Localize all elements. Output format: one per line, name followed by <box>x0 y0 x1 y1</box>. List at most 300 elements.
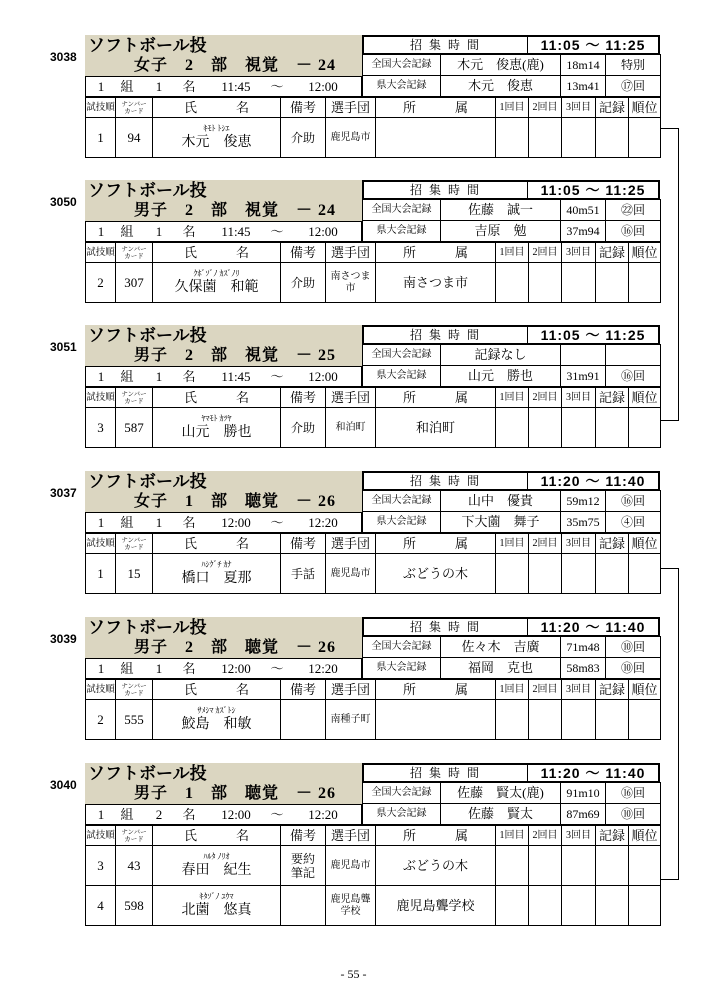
col-bib-header-line2: カード <box>124 397 144 405</box>
national-record-row <box>363 491 661 512</box>
time-separator: ～ <box>270 79 284 94</box>
call-time-box <box>362 35 660 55</box>
athlete-table-header <box>86 98 661 118</box>
end-time: 12:20 <box>308 807 338 822</box>
group-number: 1 <box>97 807 105 822</box>
athlete-count: 2 <box>155 807 163 822</box>
athlete-bib: 43 <box>116 846 153 886</box>
col-bib-header <box>116 98 153 118</box>
athlete-table <box>85 242 661 303</box>
event-name: ソフトボール投 <box>88 326 207 345</box>
national-record-mark: 18m14 <box>561 55 606 76</box>
rank-cell <box>629 554 661 594</box>
event-number: 3050 <box>50 195 77 209</box>
group-unit: 組 <box>120 515 134 530</box>
col-record-header: 記録 <box>596 388 629 408</box>
col-team-header: 選手団 <box>326 243 376 263</box>
athlete-row <box>86 554 661 594</box>
start-time: 11:45 <box>221 369 251 384</box>
prefectural-record-mark: 13m41 <box>561 76 606 97</box>
col-bib-header-line1: ナンバー <box>121 536 147 544</box>
athlete-table-header <box>86 388 661 408</box>
athlete-table-header <box>86 680 661 700</box>
national-record-label: 全国大会記録 <box>363 345 441 366</box>
record-cell <box>596 700 629 740</box>
col-trial3-header: 3回目 <box>562 826 596 846</box>
group-number: 1 <box>97 369 105 384</box>
time-separator: ～ <box>270 807 284 822</box>
col-rank-header: 順位 <box>629 388 661 408</box>
athlete-table-header <box>86 826 661 846</box>
col-name-header: 氏 名 <box>153 534 281 554</box>
col-trial3-header: 3回目 <box>562 98 596 118</box>
event-category: 男子 2 部 視覚 － 24 <box>133 202 336 219</box>
end-time: 12:20 <box>308 515 338 530</box>
col-trial2-header: 2回目 <box>529 243 562 263</box>
athlete-affiliation-cell <box>376 846 496 886</box>
time-separator: ～ <box>270 515 284 530</box>
col-bib-header-line2: カード <box>124 543 144 551</box>
athlete-count: 1 <box>155 79 163 94</box>
prefectural-record-edition: ⑩回 <box>606 804 661 825</box>
athlete-rows <box>86 846 661 926</box>
col-bib-header <box>116 388 153 408</box>
trial1-cell <box>496 886 529 926</box>
start-time: 11:45 <box>221 224 251 239</box>
national-record-label: 全国大会記録 <box>363 55 441 76</box>
event-name: ソフトボール投 <box>88 36 207 55</box>
col-affiliation-header: 所 属 <box>376 243 496 263</box>
athlete-order: 2 <box>86 263 116 303</box>
event-name: ソフトボール投 <box>88 764 207 783</box>
event-number: 3037 <box>50 486 77 500</box>
athlete-count: 1 <box>155 369 163 384</box>
athlete-name: 北薗 悠真 <box>181 903 252 918</box>
record-cell <box>596 408 629 448</box>
event-category: 男子 1 部 聴覚 － 26 <box>133 785 336 802</box>
col-trial1-header: 1回目 <box>496 98 529 118</box>
trial2-cell <box>529 408 562 448</box>
col-rank-header: 順位 <box>629 98 661 118</box>
athlete-remark-cell <box>281 700 326 740</box>
athlete-rows <box>86 554 661 594</box>
athlete-rows <box>86 118 661 158</box>
count-unit: 名 <box>182 661 196 676</box>
athlete-remark: 介助 <box>290 420 315 435</box>
col-affiliation-header: 所 属 <box>376 680 496 700</box>
col-trial3-header: 3回目 <box>562 243 596 263</box>
trial1-cell <box>496 408 529 448</box>
athlete-remark-cell <box>281 886 326 926</box>
prefectural-record-holder: 下大薗 舞子 <box>441 512 561 533</box>
group-unit: 組 <box>120 79 134 94</box>
rank-cell <box>629 886 661 926</box>
prefectural-record-mark: 35m75 <box>561 512 606 533</box>
col-trial2-header: 2回目 <box>529 534 562 554</box>
heat-info <box>85 221 362 242</box>
national-record-edition: ⑩回 <box>606 637 661 658</box>
prefectural-record-label: 県大会記録 <box>363 658 441 679</box>
athlete-team-cell <box>326 846 376 886</box>
heat-info <box>85 658 362 679</box>
athlete-row <box>86 846 661 886</box>
athlete-name-cell <box>153 263 281 303</box>
col-name-header: 氏 名 <box>153 98 281 118</box>
trial1-cell <box>496 263 529 303</box>
trial2-cell <box>529 700 562 740</box>
event-category: 女子 1 部 聴覚 － 26 <box>133 493 336 510</box>
athlete-kana: ｸﾎﾞｿﾞﾉ ｶｽﾞﾉﾘ <box>193 269 240 278</box>
athlete-kana: ｷﾀｿﾞﾉ ﾕｳﾏ <box>199 892 234 901</box>
event-category: 女子 2 部 視覚 － 24 <box>133 57 336 74</box>
athlete-name: 鮫島 和敏 <box>181 717 252 732</box>
col-remark-header: 備考 <box>281 680 326 700</box>
col-trial2-header: 2回目 <box>529 680 562 700</box>
col-name-header: 氏 名 <box>153 388 281 408</box>
call-time-label: 招 集 時 間 <box>364 473 528 489</box>
call-time-label: 招 集 時 間 <box>364 619 528 635</box>
national-record-holder: 佐藤 賢太(鹿) <box>441 783 561 804</box>
prefectural-record-row <box>363 221 661 242</box>
athlete-team: 鹿児島市 <box>330 131 371 143</box>
record-cell <box>596 846 629 886</box>
athlete-rows <box>86 263 661 303</box>
national-record-mark: 91m10 <box>561 783 606 804</box>
athlete-name: 山元 勝也 <box>181 425 252 440</box>
trial1-cell <box>496 554 529 594</box>
col-affiliation-header: 所 属 <box>376 98 496 118</box>
col-team-header: 選手団 <box>326 98 376 118</box>
record-cell <box>596 263 629 303</box>
athlete-team-cell <box>326 118 376 158</box>
col-record-header: 記録 <box>596 680 629 700</box>
athlete-kana: ｻﾒｼﾏ ｶｽﾞﾄｼ <box>197 706 236 715</box>
prefectural-record-edition: ⑯回 <box>606 221 661 242</box>
col-bib-header <box>116 534 153 554</box>
start-time: 11:45 <box>221 79 251 94</box>
col-name-header: 氏 名 <box>153 680 281 700</box>
col-trial1-header: 1回目 <box>496 388 529 408</box>
end-time: 12:00 <box>308 224 338 239</box>
event-title-area <box>85 35 362 76</box>
record-cell <box>596 886 629 926</box>
prefectural-record-edition: ⑰回 <box>606 76 661 97</box>
event-category: 男子 2 部 聴覚 － 26 <box>133 639 336 656</box>
athlete-table <box>85 387 661 448</box>
records-table <box>362 636 661 679</box>
prefectural-record-mark: 37m94 <box>561 221 606 242</box>
call-time-value: 11:20 ～ 11:40 <box>540 473 646 489</box>
col-trial3-header: 3回目 <box>562 534 596 554</box>
end-time: 12:00 <box>308 79 338 94</box>
col-bib-header-line2: カード <box>124 835 144 843</box>
call-time-label: 招 集 時 間 <box>364 182 528 198</box>
prefectural-record-holder: 木元 俊恵 <box>441 76 561 97</box>
prefectural-record-edition: ④回 <box>606 512 661 533</box>
time-separator: ～ <box>270 661 284 676</box>
athlete-name: 橋口 夏那 <box>181 571 252 586</box>
col-order-header: 試技順 <box>86 243 116 263</box>
athlete-team: 鹿児島聾学校 <box>330 893 371 917</box>
col-trial1-header: 1回目 <box>496 826 529 846</box>
col-bib-header-line2: カード <box>124 689 144 697</box>
col-order-header: 試技順 <box>86 98 116 118</box>
athlete-row <box>86 263 661 303</box>
athlete-affiliation-cell <box>376 886 496 926</box>
combined-heat-bracket-1 <box>660 128 679 421</box>
national-record-label: 全国大会記録 <box>363 783 441 804</box>
athlete-affiliation-cell <box>376 263 496 303</box>
col-trial1-header: 1回目 <box>496 534 529 554</box>
rank-cell <box>629 118 661 158</box>
count-unit: 名 <box>182 369 196 384</box>
event-number: 3038 <box>50 50 77 64</box>
athlete-remark-cell <box>281 846 326 886</box>
event-title-area <box>85 180 362 221</box>
national-record-row <box>363 345 661 366</box>
athlete-affiliation-cell <box>376 118 496 158</box>
col-bib-header-line1: ナンバー <box>121 390 147 398</box>
athlete-affiliation: ぶどうの木 <box>402 857 468 873</box>
athlete-table <box>85 533 661 594</box>
count-unit: 名 <box>182 515 196 530</box>
rank-cell <box>629 408 661 448</box>
record-cell <box>596 554 629 594</box>
col-rank-header: 順位 <box>629 243 661 263</box>
athlete-kana: ﾊﾙﾀ ﾉﾘｵ <box>203 852 230 861</box>
athlete-rows <box>86 700 661 740</box>
trial2-cell <box>529 554 562 594</box>
col-remark-header: 備考 <box>281 826 326 846</box>
col-remark-header: 備考 <box>281 243 326 263</box>
start-time: 12:00 <box>221 807 251 822</box>
col-rank-header: 順位 <box>629 826 661 846</box>
col-trial3-header: 3回目 <box>562 680 596 700</box>
athlete-row <box>86 700 661 740</box>
national-record-label: 全国大会記録 <box>363 200 441 221</box>
trial3-cell <box>562 408 596 448</box>
col-team-header: 選手団 <box>326 680 376 700</box>
event-number: 3040 <box>50 778 77 792</box>
heat-info <box>85 804 362 825</box>
athlete-affiliation: 和泊町 <box>415 419 455 435</box>
national-record-mark: 71m48 <box>561 637 606 658</box>
prefectural-record-label: 県大会記録 <box>363 804 441 825</box>
prefectural-record-edition: ⑩回 <box>606 658 661 679</box>
athlete-table-header <box>86 243 661 263</box>
athlete-order: 4 <box>86 886 116 926</box>
trial2-cell <box>529 118 562 158</box>
national-record-mark: 40m51 <box>561 200 606 221</box>
call-time-value: 11:20 ～ 11:40 <box>540 765 646 781</box>
col-bib-header-line1: ナンバー <box>121 100 147 108</box>
prefectural-record-holder: 福岡 克也 <box>441 658 561 679</box>
athlete-remark-cell <box>281 408 326 448</box>
national-record-row <box>363 637 661 658</box>
prefectural-record-holder: 山元 勝也 <box>441 366 561 387</box>
athlete-team-cell <box>326 554 376 594</box>
athlete-count: 1 <box>155 224 163 239</box>
trial1-cell <box>496 700 529 740</box>
national-record-edition: ㉒回 <box>606 200 661 221</box>
athlete-bib: 94 <box>116 118 153 158</box>
col-affiliation-header: 所 属 <box>376 534 496 554</box>
athlete-rows <box>86 408 661 448</box>
prefectural-record-label: 県大会記録 <box>363 221 441 242</box>
athlete-team: 南種子町 <box>330 713 371 725</box>
athlete-bib: 555 <box>116 700 153 740</box>
rank-cell <box>629 700 661 740</box>
col-bib-header <box>116 680 153 700</box>
col-order-header: 試技順 <box>86 680 116 700</box>
prefectural-record-row <box>363 76 661 97</box>
group-number: 1 <box>97 79 105 94</box>
prefectural-record-label: 県大会記録 <box>363 512 441 533</box>
trial3-cell <box>562 846 596 886</box>
athlete-kana: ｷﾓﾄ ﾄｼｴ <box>203 124 230 133</box>
call-time-value: 11:20 ～ 11:40 <box>540 619 646 635</box>
call-time-value: 11:05 ～ 11:25 <box>540 182 646 198</box>
athlete-remark: 介助 <box>290 130 315 145</box>
athlete-order: 1 <box>86 554 116 594</box>
athlete-row <box>86 408 661 448</box>
col-bib-header-line2: カード <box>124 107 144 115</box>
prefectural-record-row <box>363 366 661 387</box>
athlete-name-cell <box>153 554 281 594</box>
records-table <box>362 344 661 387</box>
national-record-holder: 木元 俊恵(鹿) <box>441 55 561 76</box>
athlete-name-cell <box>153 118 281 158</box>
col-remark-header: 備考 <box>281 534 326 554</box>
col-order-header: 試技順 <box>86 388 116 408</box>
start-time: 12:00 <box>221 515 251 530</box>
athlete-remark-cell <box>281 263 326 303</box>
rank-cell <box>629 846 661 886</box>
athlete-affiliation-cell <box>376 408 496 448</box>
athlete-team-cell <box>326 886 376 926</box>
event-title-area <box>85 471 362 512</box>
national-record-holder: 山中 優貴 <box>441 491 561 512</box>
call-time-box <box>362 180 660 200</box>
trial2-cell <box>529 886 562 926</box>
col-record-header: 記録 <box>596 826 629 846</box>
col-bib-header-line1: ナンバー <box>121 245 147 253</box>
athlete-name-cell <box>153 886 281 926</box>
trial3-cell <box>562 700 596 740</box>
athlete-remark: 要約筆記 <box>290 851 315 880</box>
records-table <box>362 54 661 97</box>
call-time-box <box>362 325 660 345</box>
trial3-cell <box>562 263 596 303</box>
athlete-team: 鹿児島市 <box>330 859 371 871</box>
athlete-kana: ﾊｼｸﾞﾁ ｶﾅ <box>201 560 232 569</box>
national-record-edition: ⑯回 <box>606 783 661 804</box>
event-name: ソフトボール投 <box>88 181 207 200</box>
col-remark-header: 備考 <box>281 98 326 118</box>
athlete-order: 2 <box>86 700 116 740</box>
national-record-row <box>363 55 661 76</box>
count-unit: 名 <box>182 807 196 822</box>
event-name: ソフトボール投 <box>88 472 207 491</box>
athlete-name-cell <box>153 846 281 886</box>
athlete-name-cell <box>153 408 281 448</box>
start-time: 12:00 <box>221 661 251 676</box>
record-cell <box>596 118 629 158</box>
athlete-remark: 手話 <box>290 566 315 581</box>
trial1-cell <box>496 118 529 158</box>
athlete-affiliation-cell <box>376 700 496 740</box>
event-category: 男子 2 部 視覚 － 25 <box>133 347 336 364</box>
col-team-header: 選手団 <box>326 534 376 554</box>
end-time: 12:20 <box>308 661 338 676</box>
athlete-remark: 介助 <box>290 275 315 290</box>
prefectural-record-mark: 58m83 <box>561 658 606 679</box>
athlete-affiliation: 鹿児島聾学校 <box>396 897 475 913</box>
athlete-team: 和泊町 <box>335 421 366 433</box>
col-bib-header <box>116 826 153 846</box>
col-order-header: 試技順 <box>86 826 116 846</box>
athlete-remark-cell <box>281 554 326 594</box>
records-table <box>362 490 661 533</box>
national-record-edition <box>606 345 661 366</box>
group-unit: 組 <box>120 224 134 239</box>
athlete-name-cell <box>153 700 281 740</box>
national-record-mark <box>561 345 606 366</box>
athlete-team: 鹿児島市 <box>330 567 371 579</box>
athlete-team: 南さつま市 <box>330 270 371 294</box>
athlete-bib: 587 <box>116 408 153 448</box>
prefectural-record-row <box>363 804 661 825</box>
col-trial3-header: 3回目 <box>562 388 596 408</box>
col-rank-header: 順位 <box>629 680 661 700</box>
page-number: - 55 - <box>340 967 367 981</box>
athlete-remark-cell <box>281 118 326 158</box>
col-bib-header <box>116 243 153 263</box>
col-trial2-header: 2回目 <box>529 388 562 408</box>
call-time-label: 招 集 時 間 <box>364 327 528 343</box>
national-record-holder: 記録なし <box>441 345 561 366</box>
athlete-row <box>86 118 661 158</box>
trial3-cell <box>562 118 596 158</box>
col-record-header: 記録 <box>596 98 629 118</box>
athlete-bib: 15 <box>116 554 153 594</box>
col-remark-header: 備考 <box>281 388 326 408</box>
athlete-team-cell <box>326 408 376 448</box>
trial1-cell <box>496 846 529 886</box>
rank-cell <box>629 263 661 303</box>
call-time-box <box>362 471 660 491</box>
national-record-edition: ⑯回 <box>606 491 661 512</box>
col-trial2-header: 2回目 <box>529 826 562 846</box>
col-bib-header-line2: カード <box>124 252 144 260</box>
national-record-label: 全国大会記録 <box>363 637 441 658</box>
athlete-table-header <box>86 534 661 554</box>
prefectural-record-label: 県大会記録 <box>363 366 441 387</box>
trial3-cell <box>562 554 596 594</box>
athlete-count: 1 <box>155 515 163 530</box>
trial3-cell <box>562 886 596 926</box>
group-unit: 組 <box>120 661 134 676</box>
records-table <box>362 199 661 242</box>
col-trial1-header: 1回目 <box>496 680 529 700</box>
national-record-holder: 佐々木 吉廣 <box>441 637 561 658</box>
national-record-holder: 佐藤 誠一 <box>441 200 561 221</box>
call-time-value: 11:05 ～ 11:25 <box>540 327 646 343</box>
athlete-kana: ﾔﾏﾓﾄ ｶﾂﾔ <box>201 414 232 423</box>
athlete-name: 木元 俊恵 <box>181 135 252 150</box>
col-affiliation-header: 所 属 <box>376 826 496 846</box>
prefectural-record-row <box>363 512 661 533</box>
